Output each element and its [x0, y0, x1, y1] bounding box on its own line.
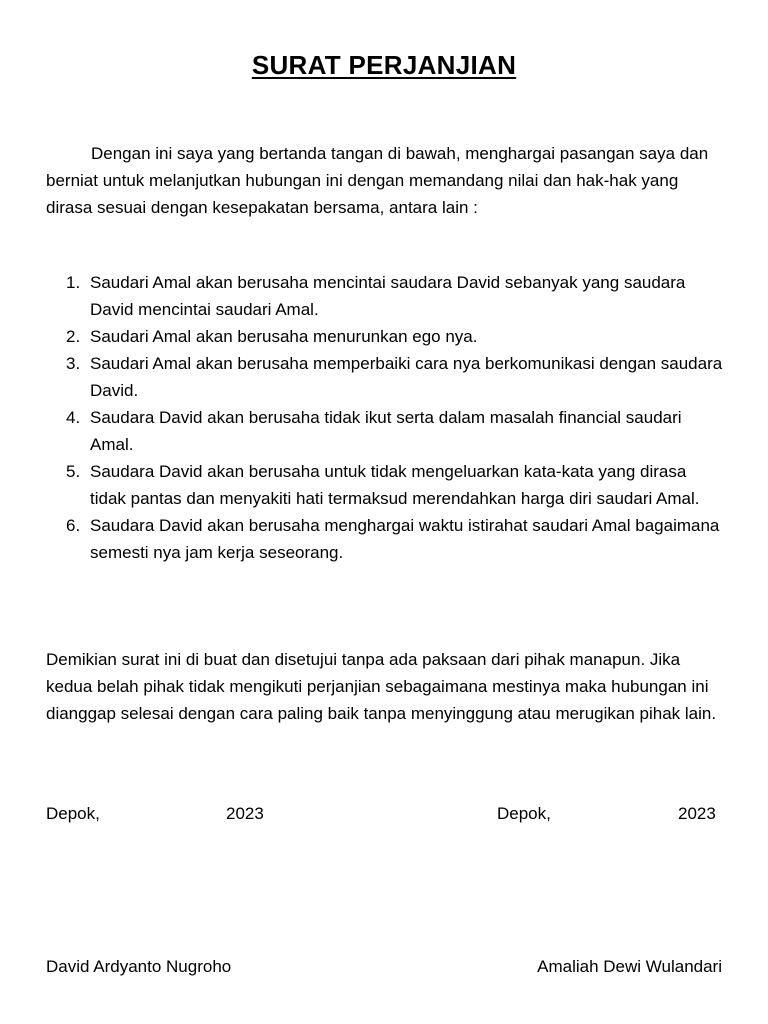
list-item-number: 3.: [66, 354, 81, 373]
list-item-number: 4.: [66, 408, 81, 427]
list-item: [46, 269, 726, 323]
intro-paragraph: Dengan ini saya yang bertanda tangan di bawah, menghargai pasangan saya dan berniat untuk melanjutkan hubungan ini dengan memandang nilai dan hak-hak yang dirasa sesuai dengan kesepakatan bersama, antara lain :: [46, 144, 709, 217]
list-item-text: Saudara David akan berusaha tidak ikut serta dalam masalah financial saudari Amal.: [90, 408, 682, 454]
list-item: [46, 350, 726, 404]
list-item-text: Saudara David akan berusaha menghargai waktu istirahat saudari Amal bagaimana semesti nya jam kerja seseorang.: [90, 516, 720, 562]
right-signature-place: Depok,: [497, 804, 551, 823]
list-item-number: 5.: [66, 462, 81, 481]
list-item: [46, 404, 726, 458]
left-signatory-name: David Ardyanto Nugroho: [46, 957, 232, 976]
left-signature-place: Depok,: [46, 804, 100, 823]
closing-paragraph: Demikian surat ini di buat dan disetujui tanpa ada paksaan dari pihak manapun. Jika kedua belah pihak tidak mengikuti perjanjian sebagaimana mestinya maka hubungan ini dianggap selesai dengan cara paling baik tanpa menyinggung atau merugikan pihak lain.: [46, 650, 717, 723]
list-item-text: Saudara David akan berusaha untuk tidak mengeluarkan kata-kata yang dirasa tidak pantas dan menyakiti hati termaksud merendahkan harga diri saudari Amal.: [90, 462, 700, 508]
list-item: [46, 323, 726, 350]
left-signature-year: 2023: [226, 804, 264, 823]
document-title: SURAT PERJANJIAN: [251, 50, 517, 80]
list-item-number: 1.: [66, 273, 81, 292]
list-item: [46, 458, 726, 512]
list-item-text: Saudari Amal akan berusaha memperbaiki cara nya berkomunikasi dengan saudara David.: [90, 354, 723, 400]
list-item-text: Saudari Amal akan berusaha mencintai saudara David sebanyak yang saudara David mencintai saudari Amal.: [90, 273, 686, 319]
list-item-number: 2.: [66, 327, 81, 346]
agreement-list: [46, 269, 726, 566]
list-item-number: 6.: [66, 516, 81, 535]
list-item-text: Saudari Amal akan berusaha menurunkan ego nya.: [90, 327, 478, 346]
right-signatory-name: Amaliah Dewi Wulandari: [537, 957, 722, 976]
list-item: [46, 512, 726, 566]
right-signature-year: 2023: [678, 804, 716, 823]
